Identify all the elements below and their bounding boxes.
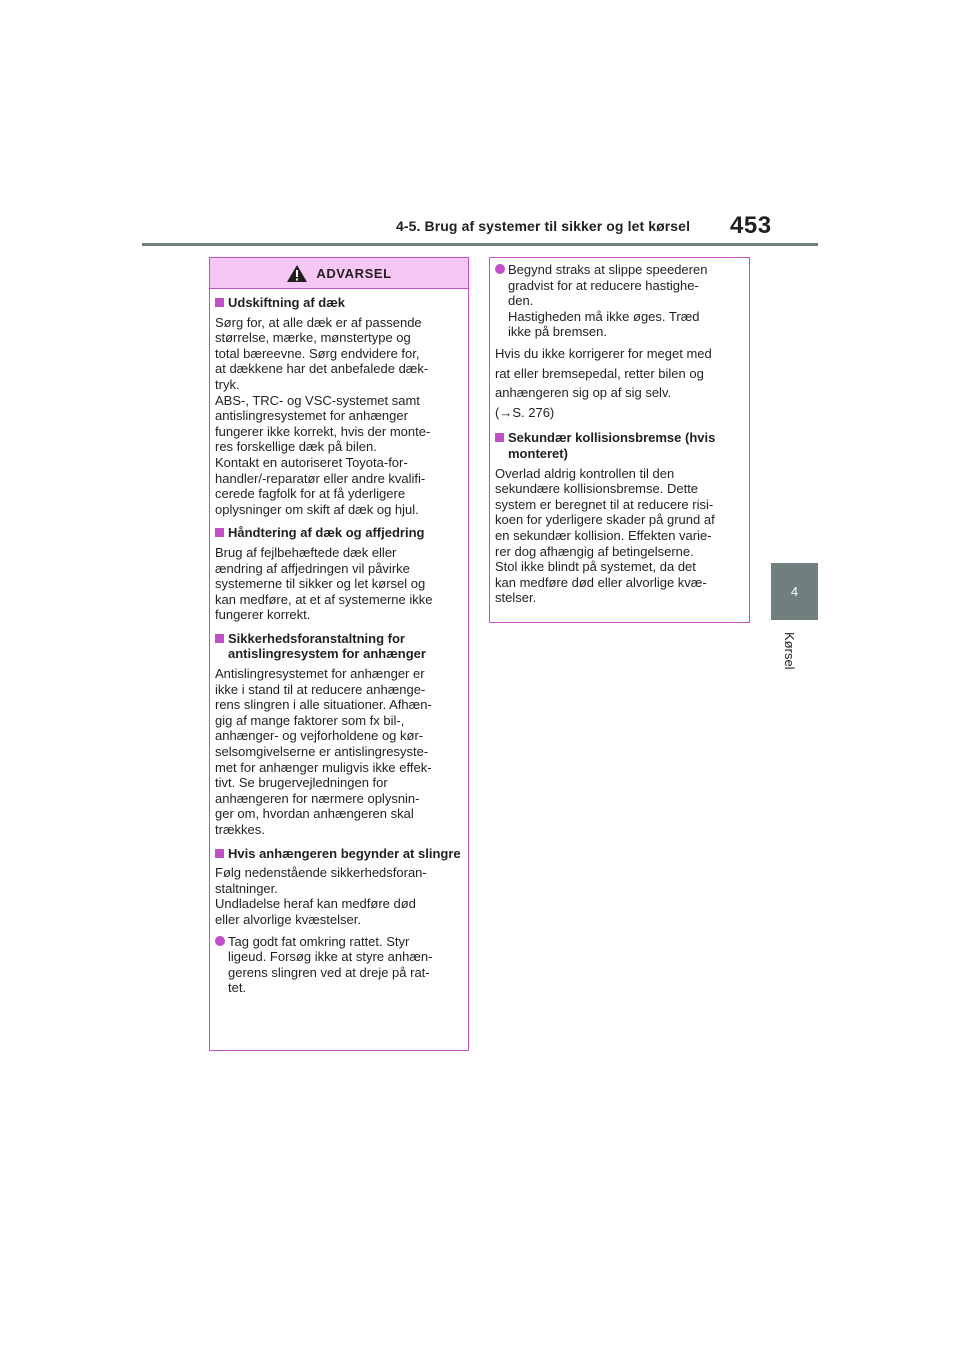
section-heading-trailer-sway-precaution: Sikkerhedsforanstaltning for antislingresystem for anhænger [215, 631, 462, 662]
page-reference[interactable] [495, 405, 743, 421]
warning-label: ADVARSEL [316, 265, 392, 281]
text-line: rat eller bremsepedal, retter bilen og [495, 365, 704, 381]
section-heading-tire-replacement: Udskiftning af dæk [215, 295, 462, 311]
paragraph-trailer-sway-precaution: Antislingresystemet for anhænger er ikke i stand til at reducere anhænge- rens slingren i alle situationer. Afhæn- gig af mange faktorer som fx bil-, anhænger- og vejforholdene og kør- selsomgivelserne er antislingresyste- met for anhænger muligvis ikke effek- tivt. Se brugervejledningen for anhængeren for nærmere oplysnin- ger om, hvordan anhængeren skal trækkes. [215, 666, 432, 837]
warning-content-right [490, 258, 749, 614]
warning-box-right [489, 257, 750, 623]
warning-triangle-icon [286, 264, 308, 283]
list-item: Begynd straks at slippe speederen gradvist for at reducere hastighe- den. Hastigheden må ikke øges. Træd ikke på bremsen. [495, 262, 743, 340]
chapter-tab [771, 563, 818, 620]
square-bullet-icon [215, 298, 224, 307]
page-number: 453 [730, 212, 772, 239]
text-line: anhængeren sig op af sig selv. [495, 385, 672, 401]
section-title: 4-5. Brug af systemer til sikker og let kørsel [396, 218, 691, 234]
section-heading-secondary-collision-brake: Sekundær kollisionsbremse (hvis monteret) [495, 430, 743, 461]
section-heading-tire-suspension: Håndtering af dæk og affjedring [215, 525, 462, 541]
list-item: Tag godt fat omkring rattet. Styr ligeud. Forsøg ikke at styre anhæn- gerens slingren ved at dreje på rat- tet. [215, 934, 462, 996]
section-heading-trailer-swaying: Hvis anhængeren begynder at slingre [215, 846, 462, 862]
text-line: Hvis du ikke korrigerer for meget med [495, 345, 712, 361]
square-bullet-icon [215, 849, 224, 858]
reference-link[interactable]: S. 276) [512, 404, 555, 420]
square-bullet-icon [215, 634, 224, 643]
warning-box-left [209, 257, 469, 1051]
paragraph-trailer-swaying: Følg nedenstående sikkerhedsforan- staltninger. Undladelse heraf kan medføre død eller alvorlige kvæstelser. [215, 865, 427, 927]
paragraph-tire-suspension: Brug af fejlbehæftede dæk eller ændring af affjedringen vil påvirke systemerne til sikker og let kørsel og kan medføre, at et af systemerne ikke fungerer korrekt. [215, 544, 433, 623]
paragraph-secondary-collision-brake: Overlad aldrig kontrollen til den sekundære kollisionsbremse. Dette system er beregnet til at reducere risi- koen for yderligere skader på grund af en sekundær kollision. Effekten varie- rer dog afhængig af betingelserne. Stol ikke blindt på systemet, da det kan medføre død eller alvorlige kvæ- stelser. [495, 465, 715, 606]
warning-content-left [210, 289, 468, 1004]
square-bullet-icon [215, 528, 224, 537]
round-bullet-icon [215, 936, 225, 946]
square-bullet-icon [495, 433, 504, 442]
round-bullet-icon [495, 264, 505, 274]
paragraph-tire-replacement: Sørg for, at alle dæk er af passende størrelse, mærke, mønstertype og total bæreevne. Sørg endvidere for, at dækkene har det anbefalede dæk- tryk. ABS-, TRC- og VSC-systemet samt antislingresystemet for anhænger fungerer ikke korrekt, hvis der monte- res forskellige dæk på bilen. Kontakt en autoriseret Toyota-for- handler/-reparatør eller andre kvalifi- cerede fagfolk for at få yderligere oplysninger om skift af dæk og hjul. [215, 314, 431, 517]
chapter-name: Kørsel [782, 632, 797, 670]
reference-arrow: (→ [495, 404, 513, 420]
warning-header [210, 258, 468, 289]
header-divider [142, 243, 818, 246]
chapter-number: 4 [790, 584, 799, 599]
